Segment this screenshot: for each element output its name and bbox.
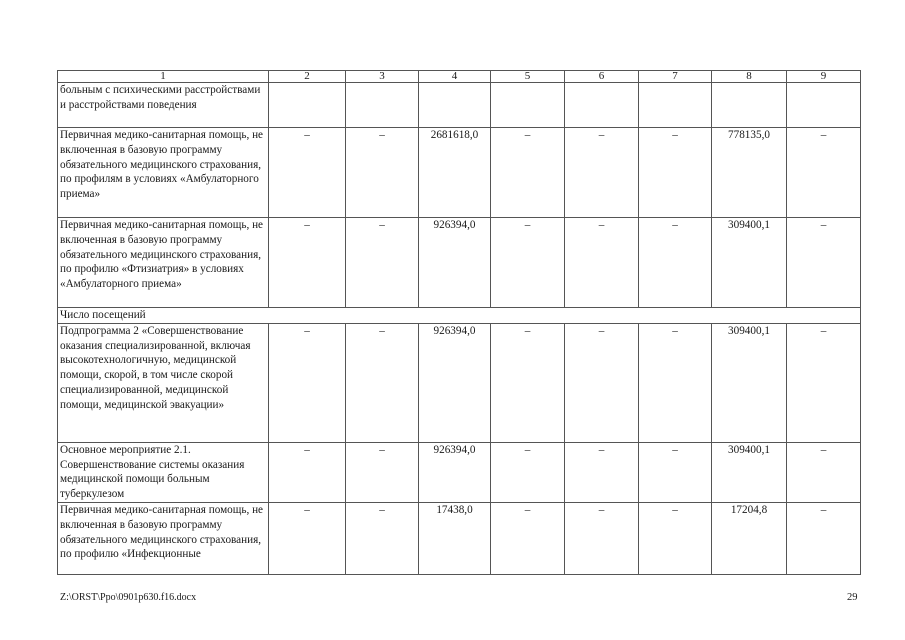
col-header: 6	[565, 71, 639, 83]
table-cell: –	[565, 323, 639, 442]
table-cell: –	[269, 323, 346, 442]
col-header: 4	[419, 71, 491, 83]
section-label: Число посещений	[58, 308, 861, 324]
table-cell	[346, 83, 419, 128]
table-cell: –	[639, 128, 712, 218]
row-label: Первичная медико-санитарная помощь, не включенная в базовую программу обязательного медицинского страхования, по профилям в условиях «Амбулаторного приема»	[58, 128, 269, 218]
table-cell	[269, 83, 346, 128]
table-cell: –	[491, 323, 565, 442]
table-cell: –	[346, 218, 419, 308]
table-row	[58, 502, 861, 574]
table-cell: –	[639, 502, 712, 574]
table-cell: –	[565, 218, 639, 308]
table-cell: –	[346, 442, 419, 502]
table-cell	[712, 83, 787, 128]
row-label: Подпрограмма 2 «Совершенствование оказания специализированной, включая высокотехнологичную, медицинской помощи, скорой, в том числе скорой специализированной, медицинской помощи, медицинской эвакуации»	[58, 323, 269, 442]
col-header: 8	[712, 71, 787, 83]
data-table	[57, 70, 861, 575]
table-cell	[565, 83, 639, 128]
table-cell: –	[565, 502, 639, 574]
row-label: Основное мероприятие 2.1. Совершенствование системы оказания медицинской помощи больным туберкулезом	[58, 442, 269, 502]
table-cell: 309400,1	[712, 442, 787, 502]
table-cell: 2681618,0	[419, 128, 491, 218]
table-cell	[639, 83, 712, 128]
page-number: 29	[847, 592, 858, 603]
table-row	[58, 218, 861, 308]
header-row	[58, 71, 861, 83]
table-cell: –	[269, 218, 346, 308]
table-cell: –	[491, 218, 565, 308]
row-label: больным с психическими расстройствами и расстройствами поведения	[58, 83, 269, 128]
table-row	[58, 128, 861, 218]
table-cell: –	[639, 442, 712, 502]
table-cell: –	[346, 323, 419, 442]
table-cell: –	[565, 442, 639, 502]
col-header: 1	[58, 71, 269, 83]
table-cell: 778135,0	[712, 128, 787, 218]
col-header: 7	[639, 71, 712, 83]
table-cell: –	[787, 502, 861, 574]
col-header: 9	[787, 71, 861, 83]
table-cell	[491, 83, 565, 128]
table-cell: –	[787, 442, 861, 502]
col-header: 5	[491, 71, 565, 83]
table-cell: –	[346, 502, 419, 574]
table-cell: 309400,1	[712, 218, 787, 308]
table-cell: 926394,0	[419, 323, 491, 442]
table-cell: –	[565, 128, 639, 218]
section-row	[58, 308, 861, 324]
table-cell: –	[346, 128, 419, 218]
row-label: Первичная медико-санитарная помощь, не включенная в базовую программу обязательного медицинского страхования, по профилю «Инфекционные	[58, 502, 269, 574]
table-row	[58, 442, 861, 502]
table-cell	[419, 83, 491, 128]
table-cell: 926394,0	[419, 218, 491, 308]
col-header: 3	[346, 71, 419, 83]
table-cell: 309400,1	[712, 323, 787, 442]
table-cell: –	[269, 502, 346, 574]
table-cell: –	[787, 128, 861, 218]
table-cell: –	[787, 323, 861, 442]
table-cell: –	[269, 442, 346, 502]
table-cell: –	[639, 323, 712, 442]
table-row	[58, 83, 861, 128]
table-cell: –	[491, 502, 565, 574]
col-header: 2	[269, 71, 346, 83]
table-cell: –	[639, 218, 712, 308]
table-cell	[787, 83, 861, 128]
table-cell: 17438,0	[419, 502, 491, 574]
table-cell: –	[491, 442, 565, 502]
table-cell: –	[787, 218, 861, 308]
table-cell: –	[491, 128, 565, 218]
table-cell: –	[269, 128, 346, 218]
table-cell: 17204,8	[712, 502, 787, 574]
table-cell: 926394,0	[419, 442, 491, 502]
footer-file-path: Z:\ORST\Ppo\0901p630.f16.docx	[60, 592, 197, 603]
table-row	[58, 323, 861, 442]
row-label: Первичная медико-санитарная помощь, не включенная в базовую программу обязательного медицинского страхования, по профилю «Фтизиатрия» в условиях «Амбулаторного приема»	[58, 218, 269, 308]
